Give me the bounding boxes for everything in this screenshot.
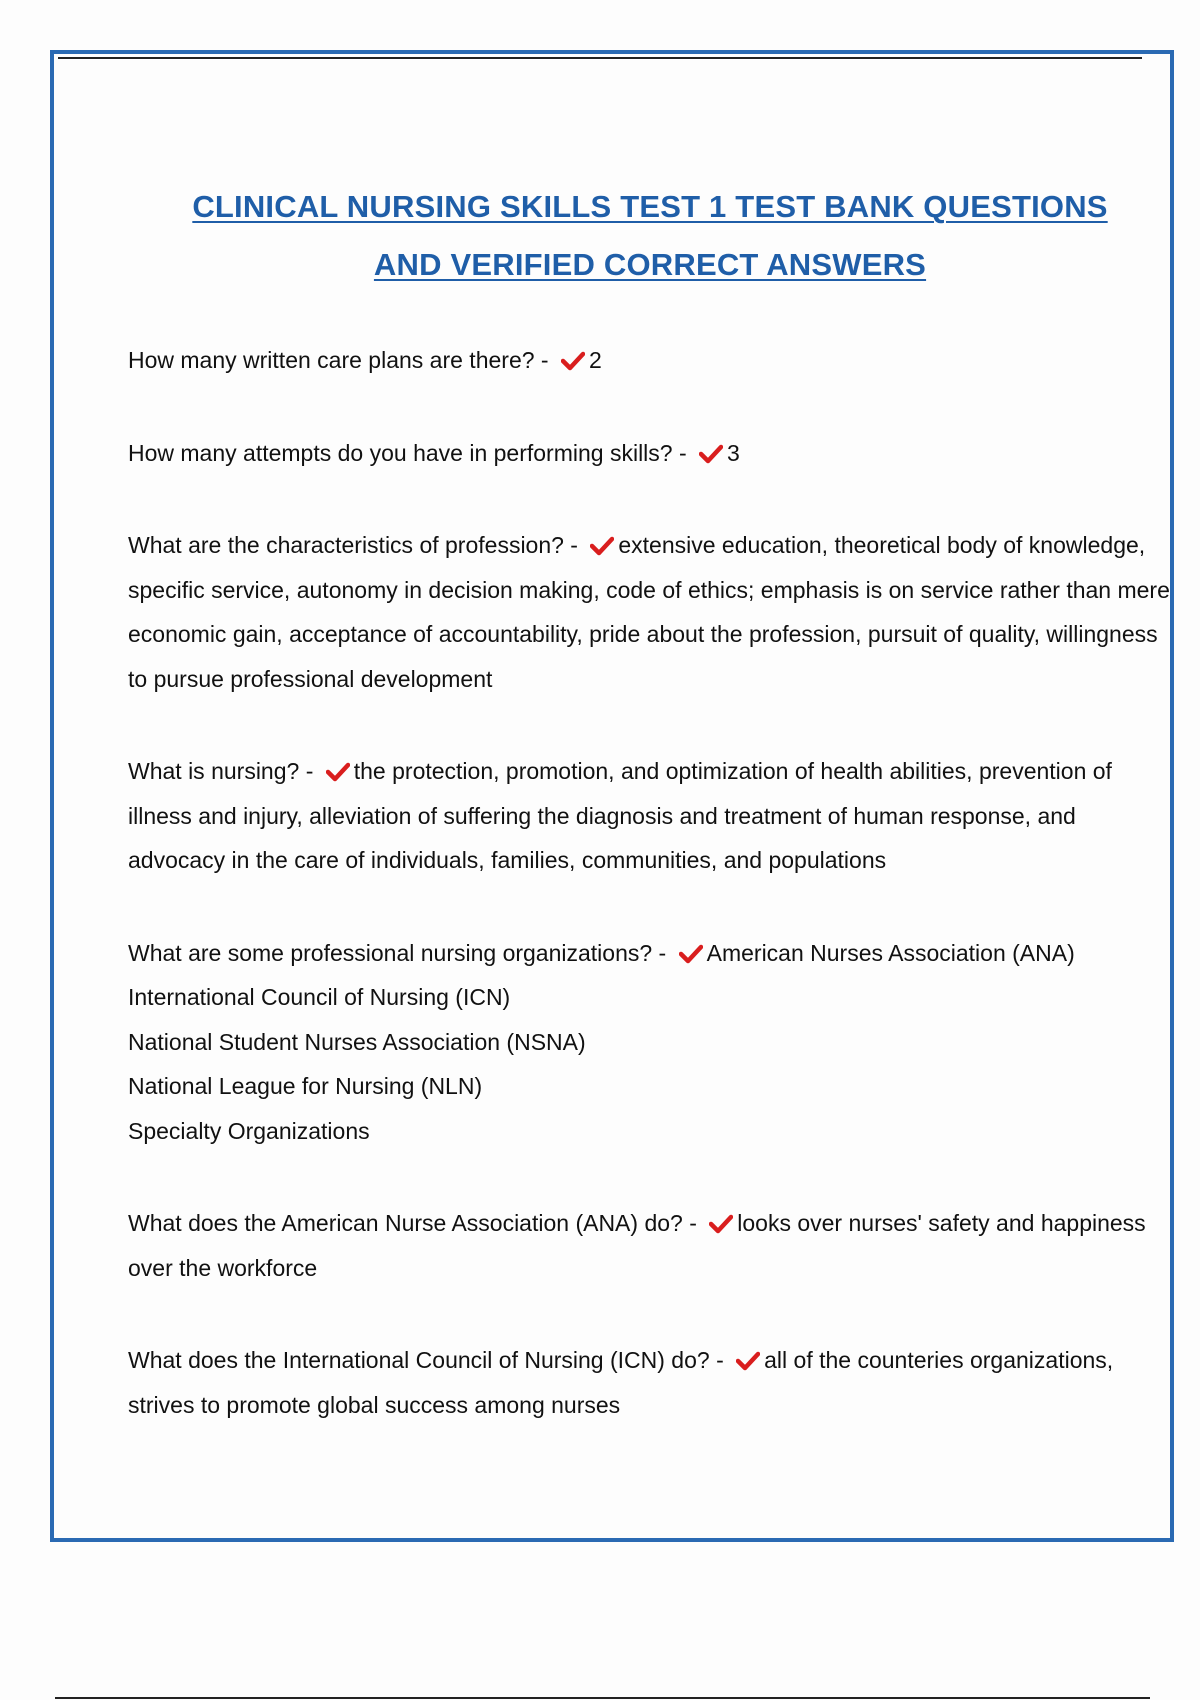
frame-top-rule bbox=[58, 57, 1142, 59]
qa-item bbox=[128, 338, 1173, 383]
question-text: What does the American Nurse Association (ANA) do? - bbox=[128, 1210, 697, 1236]
question-text: What does the International Council of Nursing (ICN) do? - bbox=[128, 1347, 724, 1373]
answer-line: Specialty Organizations bbox=[128, 1117, 370, 1144]
check-icon bbox=[736, 1351, 760, 1371]
qa-list bbox=[128, 338, 1173, 1475]
question-text: What are the characteristics of profession? - bbox=[128, 532, 578, 558]
answer-text: 3 bbox=[727, 439, 740, 466]
title-line-2: AND VERIFIED CORRECT ANSWERS bbox=[373, 247, 927, 282]
document-title bbox=[140, 178, 1160, 294]
title-line-1: CLINICAL NURSING SKILLS TEST 1 TEST BANK QUESTIONS bbox=[192, 189, 1108, 224]
bottom-rule bbox=[55, 1697, 1150, 1699]
check-icon bbox=[590, 536, 614, 556]
check-icon bbox=[326, 762, 350, 782]
answer-line: National League for Nursing (NLN) bbox=[128, 1073, 483, 1099]
check-icon bbox=[679, 944, 703, 964]
qa-item bbox=[128, 749, 1173, 883]
answer-text: American Nurses Association (ANA) bbox=[706, 939, 1075, 966]
answer-line: International Council of Nursing (ICN) bbox=[128, 984, 511, 1010]
answer-text: looks over nurses' safety and happiness over the workforce bbox=[128, 1210, 1146, 1281]
question-text: What are some professional nursing organizations? - bbox=[128, 939, 667, 966]
qa-item bbox=[128, 1338, 1173, 1427]
answer-text: 2 bbox=[588, 347, 602, 373]
check-icon bbox=[699, 444, 723, 464]
qa-item bbox=[128, 431, 1173, 476]
qa-item bbox=[128, 1201, 1173, 1290]
question-text: How many attempts do you have in performing skills? - bbox=[128, 439, 687, 466]
check-icon bbox=[561, 351, 585, 371]
question-text: What is nursing? - bbox=[128, 758, 314, 784]
qa-item bbox=[128, 523, 1173, 701]
question-text: How many written care plans are there? - bbox=[128, 347, 549, 373]
answer-text: extensive education, theoretical body of knowledge, specific service, autonomy in decision making, code of ethics; emphasis is on service rather than mere economic gain, acceptance of accountability, pride about the profession, pursuit of quality, willingness to pursue professional development bbox=[128, 532, 1170, 692]
answer-line: National Student Nurses Association (NSNA) bbox=[128, 1028, 586, 1055]
answer-text: all of the counteries organizations, strives to promote global success among nurses bbox=[128, 1347, 1114, 1418]
qa-item bbox=[128, 931, 1173, 1154]
answer-text: the protection, promotion, and optimization of health abilities, prevention of illness and injury, alleviation of suffering the diagnosis and treatment of human response, and advocacy in the care of individuals, families, communities, and populations bbox=[128, 758, 1112, 873]
check-icon bbox=[709, 1214, 733, 1234]
